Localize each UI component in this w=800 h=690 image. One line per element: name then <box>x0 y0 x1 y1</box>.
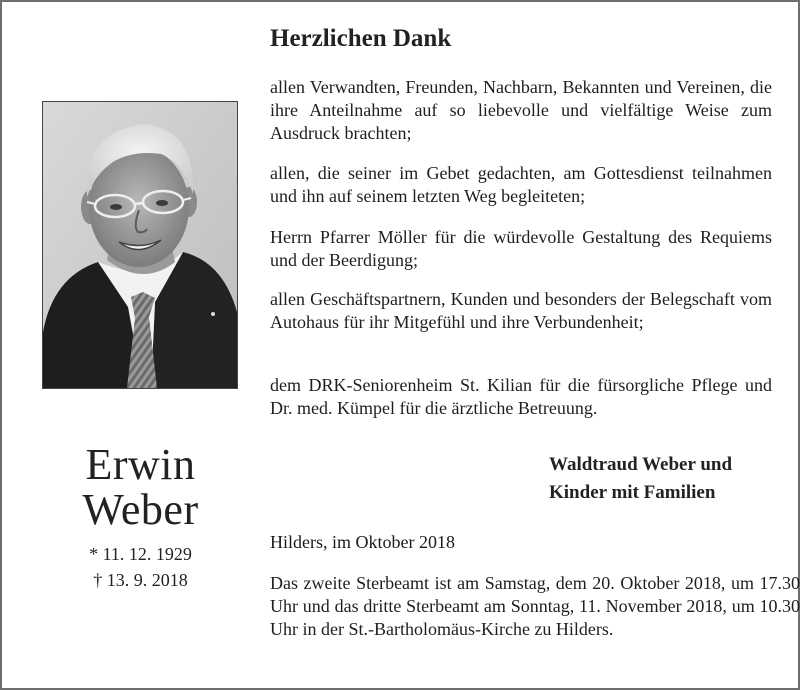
signature-line-1: Waldtraud Weber und <box>549 454 733 475</box>
deceased-last-name: Weber <box>82 485 199 534</box>
birth-date: * 11. 12. 1929 <box>89 544 192 564</box>
thanks-paragraph: allen, die seiner im Gebet gedachten, am Gottesdienst teilnahmen und ihn auf seinem letzten Weg begleiteten; <box>270 163 772 206</box>
service-notice: Das zweite Sterbeamt ist am Samstag, dem 20. Oktober 2018, um 17.30 Uhr und das dritte Sterbeamt am Sonntag, 11. November 2018, um 10.30 Uhr in der St.-Bartholomäus-Kirche zu Hilders. <box>270 573 800 639</box>
thanks-paragraph: allen Geschäftspartnern, Kunden und besonders der Belegschaft vom Autohaus für ihr Mitgefühl und ihre Verbundenheit; <box>270 289 772 332</box>
thanks-paragraph: dem DRK-Seniorenheim St. Kilian für die fürsorgliche Pflege und Dr. med. Kümpel für die ärztliche Betreuung. <box>270 375 772 418</box>
thanks-heading: Herzlichen Dank <box>270 25 452 52</box>
place-date: Hilders, im Oktober 2018 <box>270 532 455 552</box>
thanks-paragraph: Herrn Pfarrer Möller für die würdevolle Gestaltung des Requiems und der Beerdigung; <box>270 227 772 270</box>
deceased-first-name: Erwin <box>85 440 196 489</box>
left-column <box>0 0 270 686</box>
signature-line-2: Kinder mit Familien <box>549 482 716 503</box>
death-date: † 13. 9. 2018 <box>93 570 188 590</box>
thanks-paragraph: allen Verwandten, Freunden, Nachbarn, Bekannten und Vereinen, die ihre Anteilnahme auf so liebevolle und vielfältige Weise zum Ausdruck brachten; <box>270 77 772 143</box>
portrait-photo <box>42 101 238 389</box>
